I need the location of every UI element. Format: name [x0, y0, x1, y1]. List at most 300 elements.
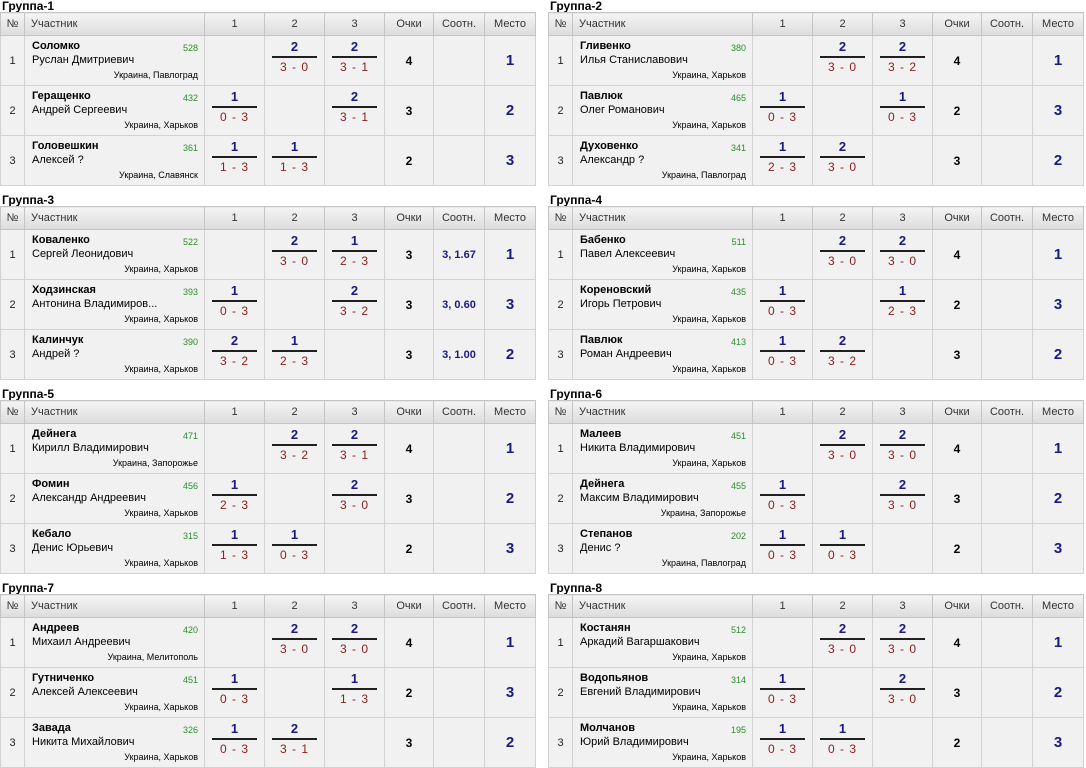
- place-value: 1: [1033, 424, 1084, 474]
- col-header-no: №: [1, 595, 25, 618]
- points-value: 2: [933, 718, 982, 768]
- group-title: Группа-8: [550, 581, 603, 595]
- participant-rating: 451: [182, 675, 198, 685]
- points-value: 4: [933, 618, 982, 668]
- participant-city: Украина, Харьков: [124, 364, 198, 374]
- participant-surname[interactable]: Ходзинская: [32, 284, 96, 296]
- col-header-3: 3: [873, 401, 933, 424]
- match-points: 1: [820, 720, 865, 740]
- table-row: [549, 524, 1084, 574]
- group-title: Группа-4: [550, 193, 603, 207]
- participant-cell: [25, 524, 205, 574]
- participant-surname[interactable]: Гливенко: [580, 40, 631, 52]
- col-header-3: 3: [873, 207, 933, 230]
- match-score: 0 - 3: [767, 354, 797, 368]
- match-score: 0 - 3: [767, 304, 797, 318]
- row-number: 1: [549, 230, 573, 280]
- participant-city: Украина, Харьков: [124, 558, 198, 568]
- col-header-participant: Участник: [573, 207, 753, 230]
- participant-city: Украина, Харьков: [672, 364, 746, 374]
- ratio-value: [434, 424, 485, 474]
- group-table: [548, 206, 1084, 380]
- ratio-value: 3, 1.67: [434, 230, 485, 280]
- place-value: 2: [485, 86, 536, 136]
- ratio-value: [982, 86, 1033, 136]
- place-value: 2: [1033, 474, 1084, 524]
- place-value: 1: [485, 618, 536, 668]
- match-points: 1: [212, 88, 257, 108]
- group-title: Группа-5: [2, 387, 55, 401]
- match-score: 0 - 3: [219, 304, 249, 318]
- self-match-cell: [873, 136, 933, 186]
- place-value: 2: [485, 330, 536, 380]
- match-points: 2: [820, 332, 865, 352]
- ratio-value: [434, 86, 485, 136]
- match-result-cell: [753, 330, 813, 380]
- self-match-cell: [873, 330, 933, 380]
- group-table: [548, 12, 1084, 186]
- col-header-ratio: Соотн.: [982, 595, 1033, 618]
- participant-rating: 380: [730, 43, 746, 53]
- points-value: 2: [385, 136, 434, 186]
- table-row: [1, 474, 536, 524]
- participant-full-name: Игорь Петрович: [580, 298, 662, 310]
- match-points: 1: [760, 332, 805, 352]
- participant-cell: [25, 330, 205, 380]
- table-row: [549, 474, 1084, 524]
- participant-surname[interactable]: Кебало: [32, 528, 72, 540]
- col-header-points: Очки: [385, 207, 434, 230]
- col-header-2: 2: [265, 401, 325, 424]
- participant-full-name: Александр Андреевич: [32, 492, 146, 504]
- place-value: 2: [485, 718, 536, 768]
- points-value: 2: [933, 86, 982, 136]
- participant-city: Украина, Харьков: [672, 314, 746, 324]
- match-result-cell: [753, 718, 813, 768]
- match-score: 3 - 0: [279, 60, 309, 74]
- match-score: 3 - 0: [339, 498, 369, 512]
- row-number: 1: [549, 424, 573, 474]
- match-points: 1: [212, 720, 257, 740]
- match-points: 2: [272, 232, 317, 252]
- match-points: 2: [332, 88, 377, 108]
- participant-cell: [25, 668, 205, 718]
- col-header-2: 2: [813, 401, 873, 424]
- col-header-1: 1: [753, 595, 813, 618]
- points-value: 4: [933, 36, 982, 86]
- points-value: 3: [933, 668, 982, 718]
- participant-surname[interactable]: Степанов: [580, 528, 633, 540]
- participant-full-name: Никита Михайлович: [32, 736, 135, 748]
- match-result-cell: [325, 474, 385, 524]
- row-number: 1: [549, 36, 573, 86]
- participant-surname[interactable]: Дейнега: [580, 478, 625, 490]
- participant-rating: 413: [730, 337, 746, 347]
- group-title: Группа-3: [2, 193, 55, 207]
- match-points: 2: [332, 476, 377, 496]
- table-row: [549, 280, 1084, 330]
- match-points: 2: [272, 620, 317, 640]
- match-score: 3 - 1: [339, 110, 369, 124]
- place-value: 2: [485, 474, 536, 524]
- participant-rating: 522: [182, 237, 198, 247]
- match-points: 2: [820, 620, 865, 640]
- participant-cell: [25, 280, 205, 330]
- participant-surname[interactable]: Гутниченко: [32, 672, 95, 684]
- col-header-participant: Участник: [573, 595, 753, 618]
- points-value: 2: [385, 524, 434, 574]
- place-value: 3: [1033, 86, 1084, 136]
- participant-cell: [573, 424, 753, 474]
- match-result-cell: [265, 424, 325, 474]
- participant-surname[interactable]: Фомин: [32, 478, 70, 490]
- participant-rating: 512: [730, 625, 746, 635]
- table-row: [1, 618, 536, 668]
- points-value: 3: [385, 280, 434, 330]
- match-points: 1: [212, 138, 257, 158]
- match-points: 2: [212, 332, 257, 352]
- participant-surname[interactable]: Молчанов: [580, 722, 635, 734]
- match-score: 1 - 3: [219, 160, 249, 174]
- participant-surname[interactable]: Завада: [32, 722, 71, 734]
- col-header-3: 3: [873, 595, 933, 618]
- row-number: 1: [1, 230, 25, 280]
- row-number: 2: [549, 280, 573, 330]
- participant-surname[interactable]: Андреев: [32, 622, 80, 634]
- self-match-cell: [813, 280, 873, 330]
- table-row: [1, 524, 536, 574]
- match-score: 3 - 0: [887, 642, 917, 656]
- match-result-cell: [753, 474, 813, 524]
- points-value: 4: [933, 230, 982, 280]
- participant-city: Украина, Павлоград: [113, 70, 198, 80]
- row-number: 1: [1, 618, 25, 668]
- participant-surname[interactable]: Костанян: [580, 622, 631, 634]
- self-match-cell: [325, 330, 385, 380]
- match-score: 3 - 0: [339, 642, 369, 656]
- group-title: Группа-6: [550, 387, 603, 401]
- participant-surname[interactable]: Духовенко: [580, 140, 639, 152]
- table-row: [549, 36, 1084, 86]
- table-row: [1, 136, 536, 186]
- points-value: 3: [385, 718, 434, 768]
- participant-full-name: Павел Алексеевич: [580, 248, 676, 260]
- ratio-value: [982, 618, 1033, 668]
- table-row: [549, 718, 1084, 768]
- group-title: Группа-7: [2, 581, 55, 595]
- row-number: 3: [549, 136, 573, 186]
- participant-surname[interactable]: Кореновский: [580, 284, 652, 296]
- match-points: 2: [820, 138, 865, 158]
- match-result-cell: [205, 330, 265, 380]
- table-row: [549, 86, 1084, 136]
- match-score: 0 - 3: [767, 498, 797, 512]
- col-header-ratio: Соотн.: [434, 595, 485, 618]
- match-points: 2: [880, 232, 925, 252]
- ratio-value: [982, 330, 1033, 380]
- match-result-cell: [205, 280, 265, 330]
- points-value: 3: [933, 330, 982, 380]
- self-match-cell: [205, 36, 265, 86]
- match-points: 1: [760, 670, 805, 690]
- col-header-1: 1: [205, 595, 265, 618]
- col-header-2: 2: [813, 207, 873, 230]
- participant-cell: [25, 136, 205, 186]
- col-header-ratio: Соотн.: [982, 207, 1033, 230]
- self-match-cell: [753, 618, 813, 668]
- col-header-participant: Участник: [25, 13, 205, 36]
- group-table: [0, 400, 536, 574]
- ratio-value: [434, 136, 485, 186]
- participant-rating: 432: [182, 93, 198, 103]
- col-header-place: Место: [1033, 401, 1084, 424]
- participant-cell: [573, 718, 753, 768]
- col-header-points: Очки: [933, 207, 982, 230]
- self-match-cell: [325, 718, 385, 768]
- participant-full-name: Сергей Леонидович: [32, 248, 134, 260]
- participant-cell: [573, 330, 753, 380]
- ratio-value: [982, 36, 1033, 86]
- points-value: 3: [933, 136, 982, 186]
- table-row: [1, 230, 536, 280]
- participant-full-name: Руслан Дмитриевич: [32, 54, 135, 66]
- match-points: 2: [332, 620, 377, 640]
- match-points: 2: [880, 670, 925, 690]
- match-result-cell: [325, 424, 385, 474]
- match-score: 3 - 2: [827, 354, 857, 368]
- points-value: 3: [933, 474, 982, 524]
- participant-surname[interactable]: Малеев: [580, 428, 622, 440]
- self-match-cell: [265, 474, 325, 524]
- self-match-cell: [753, 424, 813, 474]
- col-header-participant: Участник: [25, 207, 205, 230]
- points-value: 3: [385, 330, 434, 380]
- participant-rating: 420: [182, 625, 198, 635]
- match-score: 3 - 1: [339, 448, 369, 462]
- match-score: 3 - 0: [887, 692, 917, 706]
- match-result-cell: [265, 718, 325, 768]
- col-header-2: 2: [813, 595, 873, 618]
- ratio-value: [434, 718, 485, 768]
- row-number: 3: [1, 330, 25, 380]
- row-number: 3: [549, 718, 573, 768]
- row-number: 1: [1, 424, 25, 474]
- col-header-3: 3: [325, 401, 385, 424]
- row-number: 2: [549, 474, 573, 524]
- row-number: 3: [549, 330, 573, 380]
- participant-full-name: Илья Станиславович: [580, 54, 688, 66]
- participant-surname[interactable]: Павлюк: [580, 90, 623, 102]
- participant-rating: 455: [730, 481, 746, 491]
- participant-full-name: Андрей Сергеевич: [32, 104, 128, 116]
- participant-rating: 435: [730, 287, 746, 297]
- points-value: 4: [933, 424, 982, 474]
- self-match-cell: [205, 424, 265, 474]
- match-points: 1: [212, 476, 257, 496]
- match-result-cell: [205, 136, 265, 186]
- participant-city: Украина, Павлоград: [661, 558, 746, 568]
- self-match-cell: [753, 36, 813, 86]
- self-match-cell: [205, 230, 265, 280]
- participant-surname[interactable]: Водопьянов: [580, 672, 649, 684]
- participant-surname[interactable]: Бабенко: [580, 234, 626, 246]
- participant-surname[interactable]: Павлюк: [580, 334, 623, 346]
- col-header-points: Очки: [385, 595, 434, 618]
- place-value: 1: [1033, 230, 1084, 280]
- match-result-cell: [325, 618, 385, 668]
- row-number: 2: [1, 474, 25, 524]
- match-result-cell: [813, 230, 873, 280]
- col-header-ratio: Соотн.: [982, 401, 1033, 424]
- self-match-cell: [873, 524, 933, 574]
- match-result-cell: [205, 668, 265, 718]
- participant-full-name: Алексей ?: [32, 154, 84, 166]
- match-points: 1: [880, 282, 925, 302]
- col-header-participant: Участник: [573, 13, 753, 36]
- participant-cell: [573, 524, 753, 574]
- match-score: 3 - 0: [887, 498, 917, 512]
- participant-full-name: Юрий Владимирович: [580, 736, 689, 748]
- participant-surname[interactable]: Соломко: [32, 40, 81, 52]
- match-score: 3 - 0: [887, 254, 917, 268]
- ratio-value: [982, 718, 1033, 768]
- match-score: 3 - 0: [279, 254, 309, 268]
- participant-surname[interactable]: Дейнега: [32, 428, 77, 440]
- participant-city: Украина, Харьков: [672, 120, 746, 130]
- match-result-cell: [265, 230, 325, 280]
- place-value: 1: [1033, 618, 1084, 668]
- participant-full-name: Олег Романович: [580, 104, 665, 116]
- participant-surname[interactable]: Головешкин: [32, 140, 99, 152]
- ratio-value: [434, 474, 485, 524]
- col-header-1: 1: [205, 13, 265, 36]
- col-header-place: Место: [485, 13, 536, 36]
- ratio-value: [982, 474, 1033, 524]
- match-result-cell: [205, 86, 265, 136]
- col-header-ratio: Соотн.: [434, 13, 485, 36]
- table-row: [549, 330, 1084, 380]
- match-score: 3 - 2: [219, 354, 249, 368]
- match-points: 2: [332, 282, 377, 302]
- match-result-cell: [813, 424, 873, 474]
- match-result-cell: [813, 524, 873, 574]
- table-row: [1, 86, 536, 136]
- row-number: 1: [549, 618, 573, 668]
- col-header-place: Место: [485, 401, 536, 424]
- match-result-cell: [873, 86, 933, 136]
- col-header-place: Место: [1033, 13, 1084, 36]
- match-score: 2 - 3: [887, 304, 917, 318]
- match-points: 1: [332, 670, 377, 690]
- col-header-no: №: [1, 207, 25, 230]
- col-header-place: Место: [485, 207, 536, 230]
- col-header-3: 3: [873, 13, 933, 36]
- match-score: 3 - 1: [279, 742, 309, 756]
- participant-full-name: Михаил Андреевич: [32, 636, 131, 648]
- col-header-place: Место: [485, 595, 536, 618]
- table-row: [1, 424, 536, 474]
- row-number: 3: [1, 524, 25, 574]
- match-score: 2 - 3: [767, 160, 797, 174]
- points-value: 3: [385, 230, 434, 280]
- participant-rating: 326: [182, 725, 198, 735]
- col-header-3: 3: [325, 13, 385, 36]
- self-match-cell: [265, 86, 325, 136]
- match-score: 0 - 3: [887, 110, 917, 124]
- participant-rating: 195: [730, 725, 746, 735]
- match-result-cell: [205, 524, 265, 574]
- match-points: 1: [760, 138, 805, 158]
- participant-rating: 393: [182, 287, 198, 297]
- table-row: [549, 230, 1084, 280]
- table-row: [549, 618, 1084, 668]
- participant-cell: [25, 36, 205, 86]
- col-header-1: 1: [753, 207, 813, 230]
- participant-surname[interactable]: Геращенко: [32, 90, 91, 102]
- match-points: 2: [332, 426, 377, 446]
- match-result-cell: [325, 86, 385, 136]
- table-row: [549, 136, 1084, 186]
- match-score: 2 - 3: [279, 354, 309, 368]
- points-value: 3: [385, 474, 434, 524]
- match-score: 0 - 3: [767, 742, 797, 756]
- row-number: 2: [549, 668, 573, 718]
- points-value: 2: [385, 668, 434, 718]
- participant-full-name: Никита Владимирович: [580, 442, 696, 454]
- participant-city: Украина, Запорожье: [112, 458, 198, 468]
- match-score: 0 - 3: [279, 548, 309, 562]
- participant-surname[interactable]: Калинчук: [32, 334, 84, 346]
- match-result-cell: [813, 718, 873, 768]
- match-points: 1: [272, 526, 317, 546]
- match-result-cell: [753, 280, 813, 330]
- place-value: 2: [1033, 136, 1084, 186]
- match-score: 0 - 3: [219, 742, 249, 756]
- row-number: 2: [549, 86, 573, 136]
- participant-surname[interactable]: Коваленко: [32, 234, 90, 246]
- participant-rating: 361: [182, 143, 198, 153]
- col-header-3: 3: [325, 595, 385, 618]
- participant-cell: [573, 36, 753, 86]
- ratio-value: [434, 668, 485, 718]
- match-score: 3 - 2: [887, 60, 917, 74]
- match-score: 0 - 3: [219, 110, 249, 124]
- participant-cell: [573, 280, 753, 330]
- match-score: 0 - 3: [827, 742, 857, 756]
- match-points: 2: [820, 426, 865, 446]
- participant-full-name: Александр ?: [580, 154, 645, 166]
- col-header-points: Очки: [933, 595, 982, 618]
- points-value: 3: [385, 86, 434, 136]
- group-table: [0, 594, 536, 768]
- place-value: 3: [485, 524, 536, 574]
- row-number: 3: [1, 718, 25, 768]
- place-value: 3: [1033, 718, 1084, 768]
- col-header-1: 1: [753, 13, 813, 36]
- match-score: 3 - 0: [827, 448, 857, 462]
- match-score: 3 - 0: [887, 448, 917, 462]
- points-value: 2: [933, 524, 982, 574]
- match-points: 1: [760, 720, 805, 740]
- match-result-cell: [325, 280, 385, 330]
- match-result-cell: [813, 136, 873, 186]
- match-result-cell: [873, 618, 933, 668]
- col-header-no: №: [549, 207, 573, 230]
- col-header-participant: Участник: [25, 401, 205, 424]
- match-points: 2: [272, 38, 317, 58]
- ratio-value: [434, 524, 485, 574]
- participant-city: Украина, Харьков: [672, 70, 746, 80]
